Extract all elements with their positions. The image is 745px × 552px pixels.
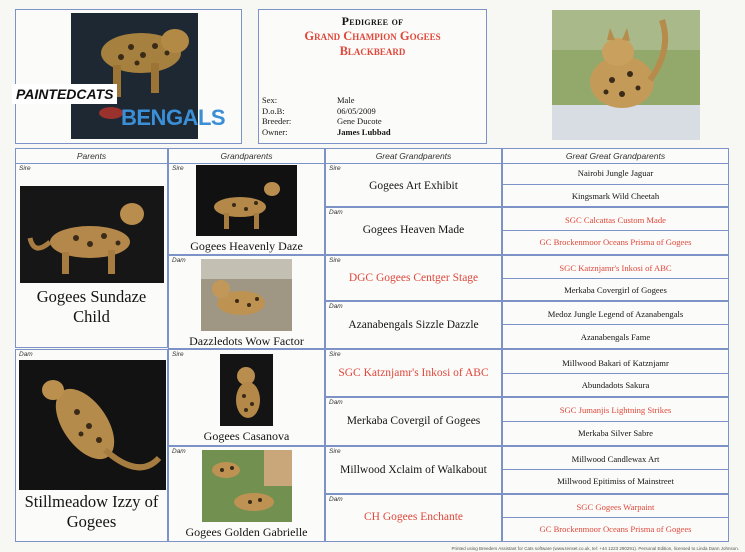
great-great-grandparent-11: SGC Jumanjis Lightning Strikes <box>559 405 672 415</box>
ggg-divider-6 <box>503 421 728 422</box>
great-grandparent-cell-5 <box>325 349 502 397</box>
great-great-grandparent-13: Millwood Candlewax Art <box>571 454 660 464</box>
brand-bengals: BENGALS <box>121 105 226 130</box>
grandparent-1-sire-label: Sire <box>172 165 184 172</box>
footer-note: Printed using Breeders Assistant for Cats software (www.tenset.co.uk, tel: +44 1223 290291). Personal Edition, licensed to Linda Dann Johnson. <box>451 546 739 551</box>
main-cat-photo <box>552 10 700 140</box>
great-grandparent-cell-6 <box>325 397 502 446</box>
grandparent-2-dam-label: Dam <box>172 257 186 264</box>
ggg-divider-8 <box>503 517 728 518</box>
ggp-7-sire-label: Sire <box>329 448 341 455</box>
dam-photo <box>19 360 166 490</box>
great-great-grandparent-10: Abundadots Sakura <box>581 380 650 390</box>
ggg-group-3 <box>502 255 729 301</box>
ggp-4-dam-label: Dam <box>329 303 343 310</box>
ggg-group-1 <box>502 148 729 207</box>
great-grandparent-cell-8 <box>325 494 502 542</box>
ggg-divider-4 <box>503 324 728 325</box>
ggp-2-dam-label: Dam <box>329 209 343 216</box>
ggg-divider-5 <box>503 373 728 374</box>
grandparent-3-sire-label: Sire <box>172 351 184 358</box>
cat-photo-illustration <box>552 10 700 140</box>
great-grandparent-cell-4 <box>325 301 502 349</box>
info-row-sex: Sex: Male <box>262 95 355 105</box>
grandparent-cell-1 <box>168 148 325 255</box>
grandparent-2-photo <box>201 259 292 331</box>
great-grandparent-cell-1 <box>325 148 502 207</box>
ggg-divider-1 <box>503 184 728 185</box>
great-grandparent-8: CH Gogees Enchante <box>364 511 463 523</box>
grandparent-cell-3 <box>168 349 325 446</box>
pedigree-title: Pedigree of <box>341 14 404 28</box>
great-grandparent-3: DGC Gogees Centger Stage <box>348 272 479 284</box>
dam-label: Dam <box>19 351 33 358</box>
logo-leopard-image <box>71 13 226 139</box>
ggg-divider-2 <box>503 230 728 231</box>
grandparent-cell-2 <box>168 255 325 349</box>
brand-paintedcats: PAINTEDCATS <box>12 84 117 104</box>
great-grandparent-cell-3 <box>325 255 502 301</box>
column-header-great-grandparents: Great Grandparents <box>326 149 501 164</box>
grandparent-4-illustration <box>202 450 292 522</box>
ggp-3-sire-label: Sire <box>329 257 341 264</box>
sire-label: Sire <box>19 165 31 172</box>
grandparent-2-illustration <box>201 259 292 331</box>
parent-dam-cell <box>15 349 168 542</box>
ggg-divider-3 <box>503 278 728 279</box>
grandparent-4-name: Gogees Golden Gabrielle <box>185 525 308 539</box>
ggg-group-7 <box>502 446 729 494</box>
parent-sire-cell <box>15 148 168 348</box>
grandparent-1-photo <box>196 165 297 236</box>
great-great-grandparent-15: SGC Gogees Warpaint <box>576 502 655 512</box>
great-grandparent-5: SGC Katznjamr's Inkosi of ABC <box>338 367 489 379</box>
ggg-group-8 <box>502 494 729 542</box>
column-header-great-great-grandparents: Great Great Grandparents <box>503 149 728 164</box>
great-great-grandparent-14: Millwood Epitimiss of Mainstreet <box>557 476 674 486</box>
ggg-group-4 <box>502 301 729 349</box>
ggp-1-sire-label: Sire <box>329 165 341 172</box>
column-header-parents: Parents <box>16 149 167 164</box>
ggp-5-sire-label: Sire <box>329 351 341 358</box>
info-row-owner: Owner: James Lubbad <box>262 126 391 137</box>
grandparent-3-photo <box>220 354 273 426</box>
great-great-grandparent-8: Azanabengals Fame <box>580 332 651 342</box>
great-grandparent-1: Gogees Art Exhibit <box>369 180 458 192</box>
sire-photo <box>20 186 164 283</box>
parent-sire-name: Gogees Sundaze Child <box>36 287 147 326</box>
great-great-grandparent-1: Nairobi Jungle Jaguar <box>577 168 654 178</box>
dam-cat-illustration <box>19 360 166 490</box>
great-great-grandparent-2: Kingsmark Wild Cheetah <box>571 191 660 201</box>
great-great-grandparent-4: GC Brockenmoor Oceans Prisma of Gogees <box>539 237 692 247</box>
great-great-grandparent-9: Millwood Bakari of Katznjamr <box>562 358 669 368</box>
great-grandparent-2: Gogees Heaven Made <box>362 224 465 236</box>
ggp-8-dam-label: Dam <box>329 496 343 503</box>
great-great-grandparent-7: Medoz Jungle Legend of Azanabengals <box>547 309 684 319</box>
great-grandparent-7: Millwood Xclaim of Walkabout <box>340 464 487 476</box>
cat-name-line2: Blackbeard <box>339 44 406 58</box>
great-grandparent-cell-7 <box>325 446 502 494</box>
ggp-6-dam-label: Dam <box>329 399 343 406</box>
grandparent-4-photo <box>202 450 292 522</box>
column-header-grandparents: Grandparents <box>169 149 324 164</box>
great-great-grandparent-5: SGC Katznjamr's Inkosi of ABC <box>559 263 672 273</box>
ggg-group-6 <box>502 397 729 446</box>
pedigree-header <box>258 9 487 144</box>
logo-box <box>15 9 242 144</box>
ggg-group-2 <box>502 207 729 255</box>
grandparent-2-name: Dazzledots Wow Factor <box>189 334 304 348</box>
parent-dam-name: Stillmeadow Izzy of Gogees <box>24 492 159 531</box>
great-grandparent-cell-2 <box>325 207 502 255</box>
great-great-grandparent-3: SGC Calcattas Custom Made <box>565 215 666 225</box>
great-grandparent-4: Azanabengals Sizzle Dazzle <box>348 319 479 331</box>
great-great-grandparent-6: Merkaba Covergirl of Gogees <box>564 285 667 295</box>
cat-name-line1: Grand Champion Gogees <box>304 29 441 43</box>
great-great-grandparent-12: Merkaba Silver Sabre <box>578 428 653 438</box>
grandparent-3-illustration <box>220 354 273 426</box>
great-great-grandparent-16: GC Brockenmoor Oceans Prisma of Gogees <box>539 524 692 534</box>
grandparent-cell-4 <box>168 446 325 542</box>
great-grandparent-6: Merkaba Covergil of Gogees <box>346 415 481 427</box>
grandparent-1-illustration <box>196 165 297 236</box>
grandparent-3-name: Gogees Casanova <box>203 429 290 443</box>
ggg-divider-7 <box>503 469 728 470</box>
sire-cat-illustration <box>20 186 164 283</box>
grandparent-4-dam-label: Dam <box>172 448 186 455</box>
info-row-dob: D.o.B: 06/05/2009 <box>262 105 376 116</box>
info-list <box>262 95 391 137</box>
info-row-breeder: Breeder: Gene Ducote <box>262 116 382 126</box>
grandparent-1-name: Gogees Heavenly Daze <box>190 239 303 253</box>
ggg-group-5 <box>502 349 729 397</box>
